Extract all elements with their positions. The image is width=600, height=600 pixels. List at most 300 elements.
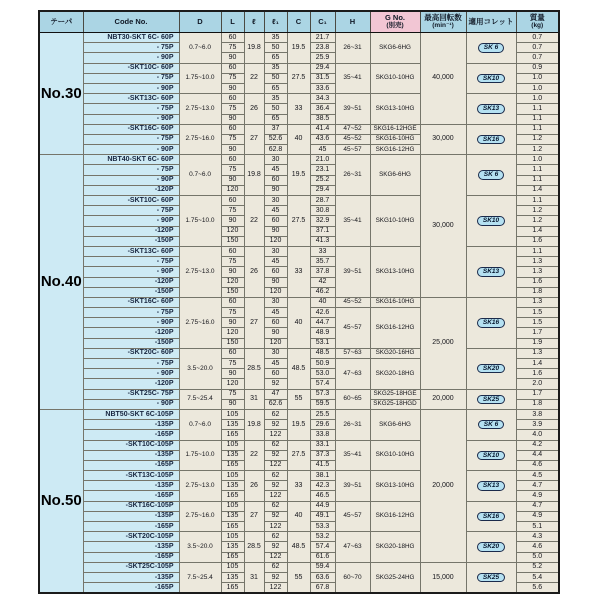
table-row	[39, 297, 559, 307]
cell-code-no: -150P	[83, 236, 179, 246]
cell-code-no: - 90P	[83, 318, 179, 328]
cell-d-range: 0.7~6.0	[179, 409, 221, 440]
cell-code-no: -SKT25C- 75P	[83, 389, 179, 399]
cell-c1: 67.8	[310, 583, 335, 594]
cell-l1: 122	[264, 583, 287, 594]
cell-mass: 1.5	[516, 318, 559, 328]
cell-code-no: -135P	[83, 450, 179, 460]
cell-mass: 1.1	[516, 104, 559, 114]
cell-L: 90	[221, 267, 244, 277]
table-row	[39, 501, 559, 511]
cell-l1: 90	[264, 277, 287, 287]
cell-c1: 46.5	[310, 491, 335, 501]
collet-badge: SK10	[477, 216, 505, 226]
cell-l1: 122	[264, 522, 287, 532]
cell-L: 60	[221, 348, 244, 358]
cell-mass: 1.3	[516, 257, 559, 267]
cell-code-no: - 75P	[83, 206, 179, 216]
cell-c1: 29.6	[310, 420, 335, 430]
cell-c1: 57.4	[310, 379, 335, 389]
cell-code-no: -165P	[83, 583, 179, 594]
cell-c: 19.5	[287, 409, 310, 440]
cell-mass: 4.3	[516, 532, 559, 542]
cell-l1: 122	[264, 491, 287, 501]
cell-mass: 1.7	[516, 328, 559, 338]
table-row	[39, 33, 559, 43]
cell-mass: 3.9	[516, 420, 559, 430]
cell-code-no: -135P	[83, 420, 179, 430]
cell-l1: 62	[264, 471, 287, 481]
cell-h-range: 45~57	[335, 145, 370, 155]
cell-d-range: 7.5~25.4	[179, 389, 221, 409]
cell-code-no: -120P	[83, 328, 179, 338]
cell-c1: 33.1	[310, 440, 335, 450]
cell-code-no: -SKT20C- 60P	[83, 348, 179, 358]
cell-h-range: 39~51	[335, 246, 370, 297]
cell-code-no: -165P	[83, 491, 179, 501]
cell-h-range: 57~63	[335, 348, 370, 358]
cell-d-range: 1.75~10.0	[179, 440, 221, 471]
cell-c1: 21.7	[310, 33, 335, 43]
cell-c1: 41.5	[310, 460, 335, 470]
cell-l1: 52.6	[264, 134, 287, 144]
cell-collet	[466, 440, 516, 471]
cell-code-no: - 75P	[83, 134, 179, 144]
cell-mass: 4.7	[516, 501, 559, 511]
cell-g-no: SKG16-12HGE	[370, 124, 420, 134]
col-header-el1: ℓ₁	[264, 11, 287, 33]
cell-code-no: - 90P	[83, 267, 179, 277]
cell-l: 26	[244, 471, 264, 502]
cell-c1: 25.2	[310, 175, 335, 185]
cell-code-no: -SKT13C- 60P	[83, 94, 179, 104]
cell-L: 105	[221, 501, 244, 511]
cell-h-range: 35~41	[335, 196, 370, 247]
cell-c1: 32.9	[310, 216, 335, 226]
cell-c: 19.5	[287, 155, 310, 196]
cell-max-speed: 15,000	[420, 562, 466, 593]
cell-c1: 43.6	[310, 134, 335, 144]
collet-badge: SK16	[477, 512, 505, 522]
cell-collet	[466, 532, 516, 563]
cell-l1: 50	[264, 73, 287, 83]
cell-l1: 30	[264, 348, 287, 358]
cell-d-range: 1.75~10.0	[179, 196, 221, 247]
cell-mass: 1.7	[516, 389, 559, 399]
cell-g-no: SKG16-12HG	[370, 308, 420, 349]
cell-code-no: - 75P	[83, 43, 179, 53]
cell-collet	[466, 389, 516, 409]
cell-c1: 40	[310, 297, 335, 307]
cell-L: 75	[221, 206, 244, 216]
col-header-c1: C₁	[310, 11, 335, 33]
cell-c1: 59.5	[310, 399, 335, 409]
cell-l: 27	[244, 297, 264, 348]
cell-g-no: SKG13-10HG	[370, 246, 420, 297]
cell-c: 27.5	[287, 196, 310, 247]
cell-g-no: SKG6-6HG	[370, 155, 420, 196]
cell-mass: 5.1	[516, 522, 559, 532]
cell-c1: 44.9	[310, 501, 335, 511]
table-row	[39, 562, 559, 572]
cell-code-no: - 75P	[83, 165, 179, 175]
cell-L: 75	[221, 43, 244, 53]
cell-L: 90	[221, 399, 244, 409]
cell-code-no: - 75P	[83, 104, 179, 114]
cell-L: 105	[221, 471, 244, 481]
collet-badge: SK13	[477, 267, 505, 277]
collet-badge: SK20	[477, 364, 505, 374]
cell-mass: 1.4	[516, 185, 559, 195]
cell-l: 19.8	[244, 33, 264, 64]
collet-badge: SK10	[477, 74, 505, 84]
cell-l1: 92	[264, 450, 287, 460]
cell-c: 40	[287, 501, 310, 532]
header-row	[39, 11, 559, 33]
cell-c1: 53.2	[310, 532, 335, 542]
cell-code-no: -120P	[83, 379, 179, 389]
cell-l1: 50	[264, 104, 287, 114]
cell-d-range: 2.75~13.0	[179, 94, 221, 125]
cell-mass: 1.1	[516, 124, 559, 134]
cell-collet	[466, 297, 516, 348]
cell-code-no: - 90P	[83, 175, 179, 185]
cell-L: 165	[221, 583, 244, 594]
cell-code-no: -SKT10C- 60P	[83, 63, 179, 73]
cell-l1: 122	[264, 460, 287, 470]
cell-c1: 42.3	[310, 481, 335, 491]
cell-L: 135	[221, 420, 244, 430]
cell-L: 105	[221, 562, 244, 572]
cell-d-range: 3.5~20.0	[179, 348, 221, 389]
cell-L: 105	[221, 409, 244, 419]
cell-code-no: -120P	[83, 226, 179, 236]
cell-L: 90	[221, 318, 244, 328]
cell-L: 135	[221, 542, 244, 552]
cell-mass: 1.6	[516, 236, 559, 246]
cell-g-no: SKG16-10HG	[370, 134, 420, 144]
cell-h-range: 39~51	[335, 471, 370, 502]
cell-l: 27	[244, 124, 264, 155]
cell-c1: 63.6	[310, 572, 335, 582]
cell-L: 150	[221, 236, 244, 246]
cell-code-no: -120P	[83, 277, 179, 287]
cell-c: 55	[287, 562, 310, 593]
cell-L: 75	[221, 359, 244, 369]
collet-badge: SK20	[477, 542, 505, 552]
cell-code-no: -165P	[83, 522, 179, 532]
cell-d-range: 2.75~16.0	[179, 297, 221, 348]
cell-code-no: -165P	[83, 430, 179, 440]
cell-collet	[466, 501, 516, 532]
cell-l1: 30	[264, 196, 287, 206]
cell-mass: 5.6	[516, 583, 559, 594]
cell-mass: 2.0	[516, 379, 559, 389]
cell-L: 75	[221, 389, 244, 399]
cell-max-speed: 20,000	[420, 389, 466, 409]
cell-mass: 5.0	[516, 552, 559, 562]
cell-max-speed: 20,000	[420, 409, 466, 562]
cell-h-range: 39~51	[335, 94, 370, 125]
cell-c: 33	[287, 94, 310, 125]
cell-L: 60	[221, 196, 244, 206]
cell-collet	[466, 155, 516, 196]
cell-collet	[466, 348, 516, 389]
cell-max-speed: 30,000	[420, 155, 466, 298]
cell-mass: 1.8	[516, 287, 559, 297]
cell-mass: 5.4	[516, 572, 559, 582]
cell-mass: 1.0	[516, 155, 559, 165]
cell-h-range: 26~31	[335, 409, 370, 440]
cell-l: 22	[244, 440, 264, 471]
cell-collet	[466, 246, 516, 297]
cell-d-range: 3.5~20.0	[179, 532, 221, 563]
cell-c1: 41.3	[310, 236, 335, 246]
cell-L: 75	[221, 134, 244, 144]
cell-mass: 4.6	[516, 542, 559, 552]
cell-c1: 23.8	[310, 43, 335, 53]
cell-l1: 120	[264, 338, 287, 348]
cell-l: 28.5	[244, 532, 264, 563]
cell-c1: 37.1	[310, 226, 335, 236]
cell-l1: 45	[264, 165, 287, 175]
cell-g-no: SKG6-6HG	[370, 409, 420, 440]
cell-L: 120	[221, 379, 244, 389]
cell-L: 165	[221, 430, 244, 440]
cell-L: 135	[221, 450, 244, 460]
cell-h-range: 45~57	[335, 308, 370, 349]
cell-mass: 1.4	[516, 359, 559, 369]
cell-l1: 65	[264, 53, 287, 63]
cell-d-range: 0.7~6.0	[179, 155, 221, 196]
cell-code-no: -135P	[83, 542, 179, 552]
cell-mass: 1.2	[516, 134, 559, 144]
cell-l1: 92	[264, 379, 287, 389]
table-row	[39, 124, 559, 134]
cell-code-no: -150P	[83, 338, 179, 348]
cell-mass: 1.0	[516, 83, 559, 93]
cell-mass: 4.5	[516, 471, 559, 481]
cell-l1: 62	[264, 562, 287, 572]
cell-code-no: -SKT13C-105P	[83, 471, 179, 481]
cell-c1: 33	[310, 246, 335, 256]
col-header-collet: 適用コレット	[466, 11, 516, 33]
cell-d-range: 7.5~25.4	[179, 562, 221, 593]
cell-code-no: -SKT13C- 60P	[83, 246, 179, 256]
cell-L: 90	[221, 369, 244, 379]
collet-badge: SK 6	[478, 420, 504, 430]
cell-l1: 92	[264, 420, 287, 430]
cell-L: 135	[221, 481, 244, 491]
cell-h-range: 35~41	[335, 63, 370, 94]
cell-c1: 57.4	[310, 542, 335, 552]
cell-code-no: -SKT16C- 60P	[83, 124, 179, 134]
cell-c1: 57.3	[310, 389, 335, 399]
cell-c1: 42.6	[310, 308, 335, 318]
cell-c1: 45	[310, 145, 335, 155]
cell-L: 135	[221, 511, 244, 521]
cell-L: 60	[221, 63, 244, 73]
cell-c1: 21.0	[310, 155, 335, 165]
cell-collet	[466, 33, 516, 64]
cell-collet	[466, 409, 516, 440]
table-row	[39, 246, 559, 256]
cell-L: 150	[221, 338, 244, 348]
cell-d-range: 2.75~13.0	[179, 471, 221, 502]
cell-c1: 59.4	[310, 562, 335, 572]
cell-mass: 1.6	[516, 369, 559, 379]
cell-collet	[466, 94, 516, 125]
cell-c1: 49.1	[310, 511, 335, 521]
cell-l1: 45	[264, 206, 287, 216]
cell-l1: 65	[264, 83, 287, 93]
cell-l1: 120	[264, 287, 287, 297]
cell-L: 60	[221, 246, 244, 256]
cell-code-no: - 90P	[83, 369, 179, 379]
cell-c1: 29.4	[310, 63, 335, 73]
cell-h-range: 26~31	[335, 33, 370, 64]
cell-g-no: SKG25-18HGE	[370, 389, 420, 399]
cell-c1: 36.4	[310, 104, 335, 114]
col-header-d: D	[179, 11, 221, 33]
cell-l1: 62	[264, 440, 287, 450]
cell-h-range: 47~63	[335, 532, 370, 563]
cell-L: 165	[221, 522, 244, 532]
table-row	[39, 63, 559, 73]
cell-h-range: 45~57	[335, 501, 370, 532]
table-header	[39, 11, 559, 33]
cell-d-range: 2.75~16.0	[179, 124, 221, 155]
cell-l: 22	[244, 196, 264, 247]
cell-g-no: SKG20-18HG	[370, 532, 420, 563]
cell-mass: 4.9	[516, 491, 559, 501]
table-row	[39, 440, 559, 450]
cell-g-no: SKG16-12HG	[370, 145, 420, 155]
cell-l1: 122	[264, 552, 287, 562]
cell-c: 27.5	[287, 63, 310, 94]
cell-mass: 1.3	[516, 297, 559, 307]
cell-L: 120	[221, 185, 244, 195]
cell-mass: 4.0	[516, 430, 559, 440]
cell-mass: 1.3	[516, 348, 559, 358]
table-row	[39, 196, 559, 206]
col-header-code: Code No.	[83, 11, 179, 33]
col-header-c: C	[287, 11, 310, 33]
collet-badge: SK 6	[478, 170, 504, 180]
cell-c1: 42	[310, 277, 335, 287]
cell-mass: 1.2	[516, 145, 559, 155]
cell-l1: 60	[264, 369, 287, 379]
cell-l1: 30	[264, 246, 287, 256]
cell-g-no: SKG13-10HG	[370, 471, 420, 502]
cell-l1: 120	[264, 236, 287, 246]
cell-L: 60	[221, 297, 244, 307]
cell-l1: 50	[264, 43, 287, 53]
cell-g-no: SKG20-18HG	[370, 359, 420, 390]
cell-c1: 37.3	[310, 450, 335, 460]
col-header-el: ℓ	[244, 11, 264, 33]
cell-l1: 60	[264, 318, 287, 328]
cell-code-no: -135P	[83, 572, 179, 582]
cell-c1: 50.9	[310, 359, 335, 369]
cell-code-no: -135P	[83, 511, 179, 521]
cell-c1: 29.4	[310, 185, 335, 195]
cell-mass: 1.1	[516, 246, 559, 256]
cell-mass: 0.7	[516, 53, 559, 63]
cell-h-range: 60~65	[335, 389, 370, 409]
cell-mass: 4.9	[516, 511, 559, 521]
cell-l1: 62	[264, 409, 287, 419]
cell-mass: 4.4	[516, 450, 559, 460]
cell-L: 75	[221, 308, 244, 318]
cell-code-no: -135P	[83, 481, 179, 491]
cell-code-no: - 90P	[83, 145, 179, 155]
table-row	[39, 532, 559, 542]
cell-c1: 53.1	[310, 338, 335, 348]
cell-l1: 35	[264, 63, 287, 73]
cell-mass: 0.7	[516, 43, 559, 53]
cell-c1: 35.7	[310, 257, 335, 267]
cell-mass: 4.6	[516, 460, 559, 470]
cell-l1: 35	[264, 33, 287, 43]
cell-L: 60	[221, 124, 244, 134]
cell-code-no: -150P	[83, 287, 179, 297]
cell-h-range: 47~63	[335, 359, 370, 390]
cell-mass: 1.1	[516, 175, 559, 185]
cell-collet	[466, 471, 516, 502]
cell-collet	[466, 124, 516, 155]
cell-l1: 90	[264, 226, 287, 236]
cell-mass: 1.3	[516, 267, 559, 277]
cell-L: 165	[221, 552, 244, 562]
cell-code-no: -SKT10C-105P	[83, 440, 179, 450]
cell-L: 120	[221, 328, 244, 338]
cell-collet	[466, 196, 516, 247]
table-row	[39, 348, 559, 358]
cell-c1: 61.6	[310, 552, 335, 562]
cell-L: 90	[221, 114, 244, 124]
cell-l: 22	[244, 63, 264, 94]
cell-mass: 1.9	[516, 338, 559, 348]
table-row	[39, 389, 559, 399]
cell-L: 75	[221, 73, 244, 83]
cell-h-range: 60~70	[335, 562, 370, 593]
cell-c1: 28.7	[310, 196, 335, 206]
cell-collet	[466, 562, 516, 593]
cell-h-range: 35~41	[335, 440, 370, 471]
cell-code-no: -165P	[83, 552, 179, 562]
cell-c1: 23.1	[310, 165, 335, 175]
cell-c: 33	[287, 471, 310, 502]
cell-code-no: - 75P	[83, 359, 179, 369]
cell-c1: 33.8	[310, 430, 335, 440]
cell-mass: 0.7	[516, 33, 559, 43]
cell-code-no: - 90P	[83, 114, 179, 124]
cell-L: 120	[221, 226, 244, 236]
col-header-L: L	[221, 11, 244, 33]
cell-c1: 30.8	[310, 206, 335, 216]
cell-L: 90	[221, 83, 244, 93]
cell-g-no: SKG10-10HG	[370, 196, 420, 247]
cell-code-no: -SKT25C-105P	[83, 562, 179, 572]
cell-mass: 4.7	[516, 481, 559, 491]
col-header-speed: 最高回転数 (min⁻¹)	[420, 11, 466, 33]
cell-l1: 62.6	[264, 399, 287, 409]
cell-L: 105	[221, 440, 244, 450]
cell-mass: 1.6	[516, 277, 559, 287]
cell-l: 26	[244, 94, 264, 125]
cell-l1: 45	[264, 359, 287, 369]
